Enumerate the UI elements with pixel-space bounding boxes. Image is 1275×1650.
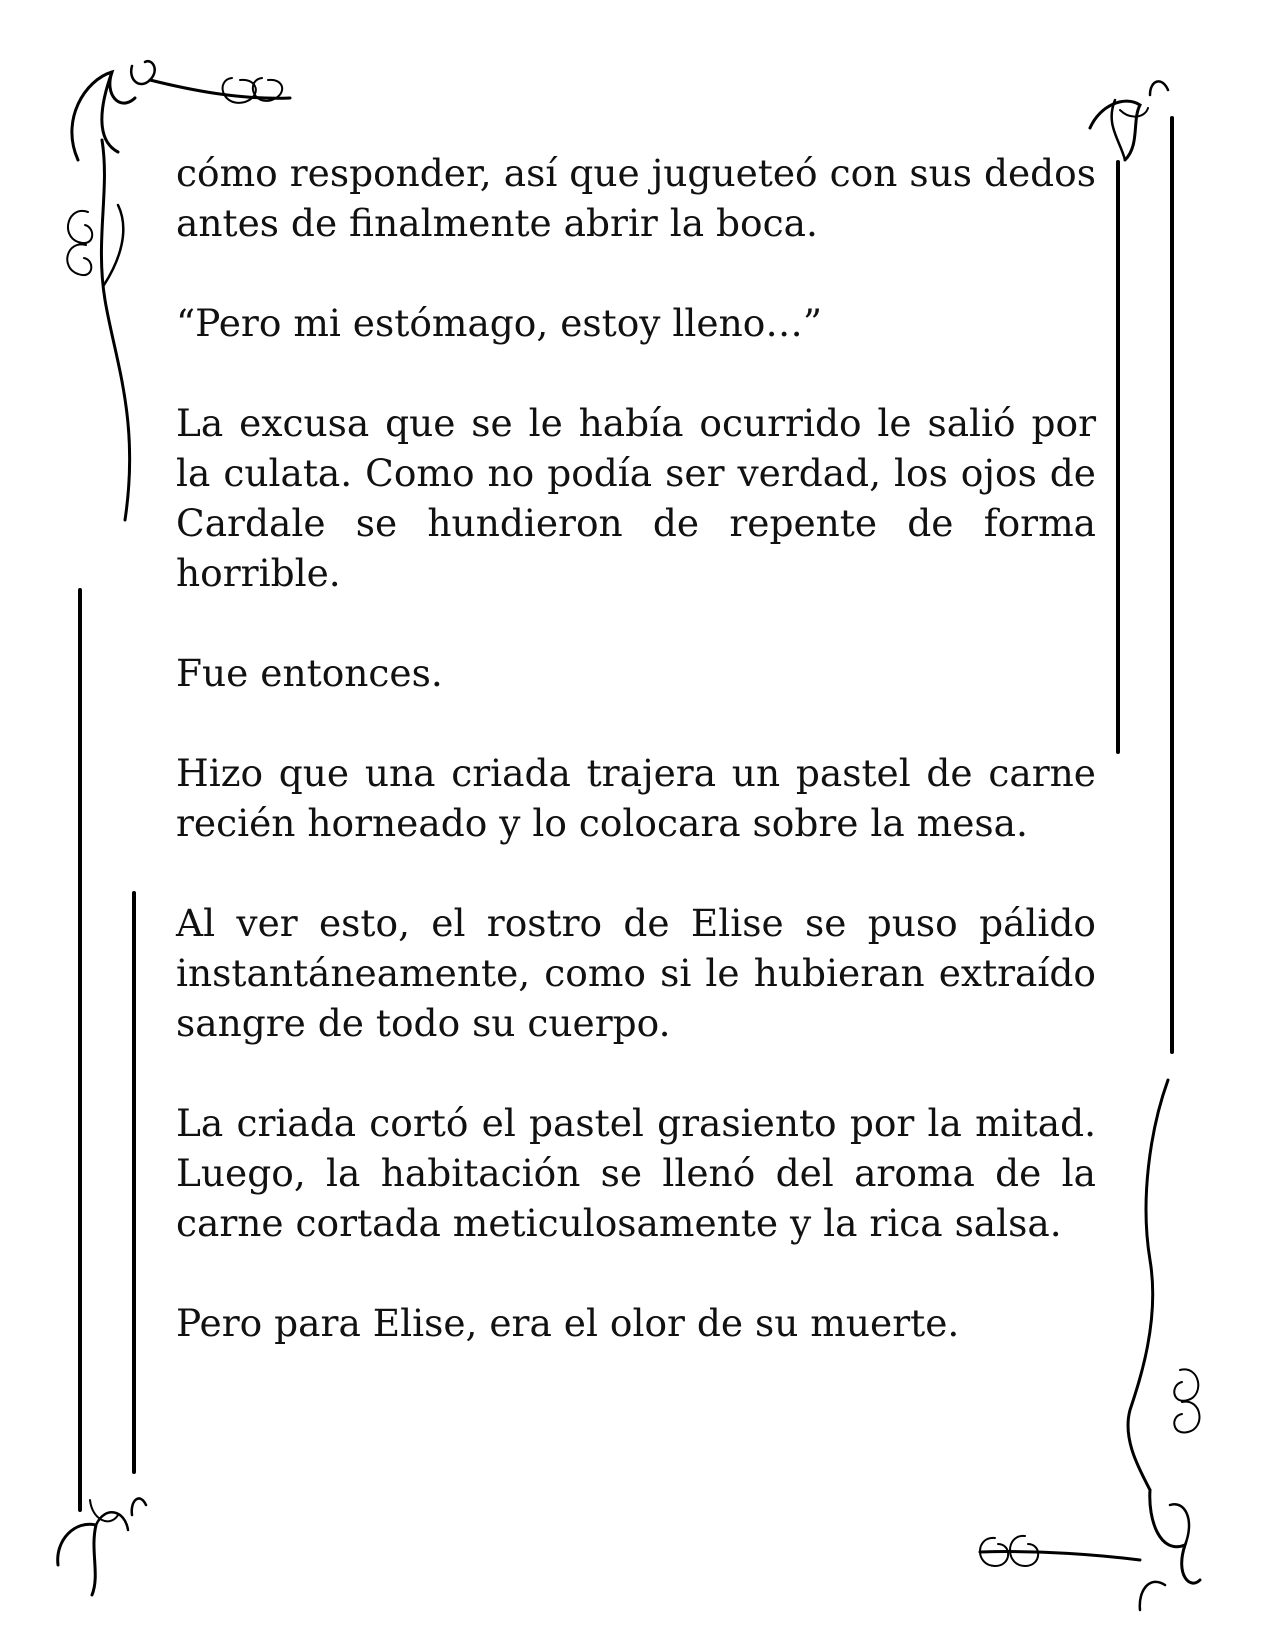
paragraph-4: Fue entonces.: [176, 651, 443, 695]
flourish-bottom-left: [58, 1498, 146, 1595]
paragraph-3: La excusa que se le había ocurrido le salió por la culata. Como no podía ser verdad, los ojos de Cardale se hundieron de repente de forma horrible.: [176, 401, 1096, 595]
paragraph-1: cómo responder, así que jugueteó con sus dedos antes de finalmente abrir la boca.: [176, 151, 1096, 245]
story-text: [176, 148, 1096, 1398]
flourish-top-right: [1090, 81, 1168, 160]
paragraph-2: “Pero mi estómago, estoy lleno…”: [176, 301, 822, 345]
paragraph-7: La criada cortó el pastel grasiento por la mitad. Luego, la habitación se llenó del aroma de la carne cortada meticulosamente y la rica salsa.: [176, 1101, 1096, 1245]
paragraph-8: Pero para Elise, era el olor de su muerte.: [176, 1301, 960, 1345]
paragraph-5: Hizo que una criada trajera un pastel de carne recién horneado y lo colocara sobre la mesa.: [176, 751, 1096, 845]
paragraph-6: Al ver esto, el rostro de Elise se puso pálido instantáneamente, como si le hubieran extraído sangre de todo su cuerpo.: [176, 901, 1096, 1045]
